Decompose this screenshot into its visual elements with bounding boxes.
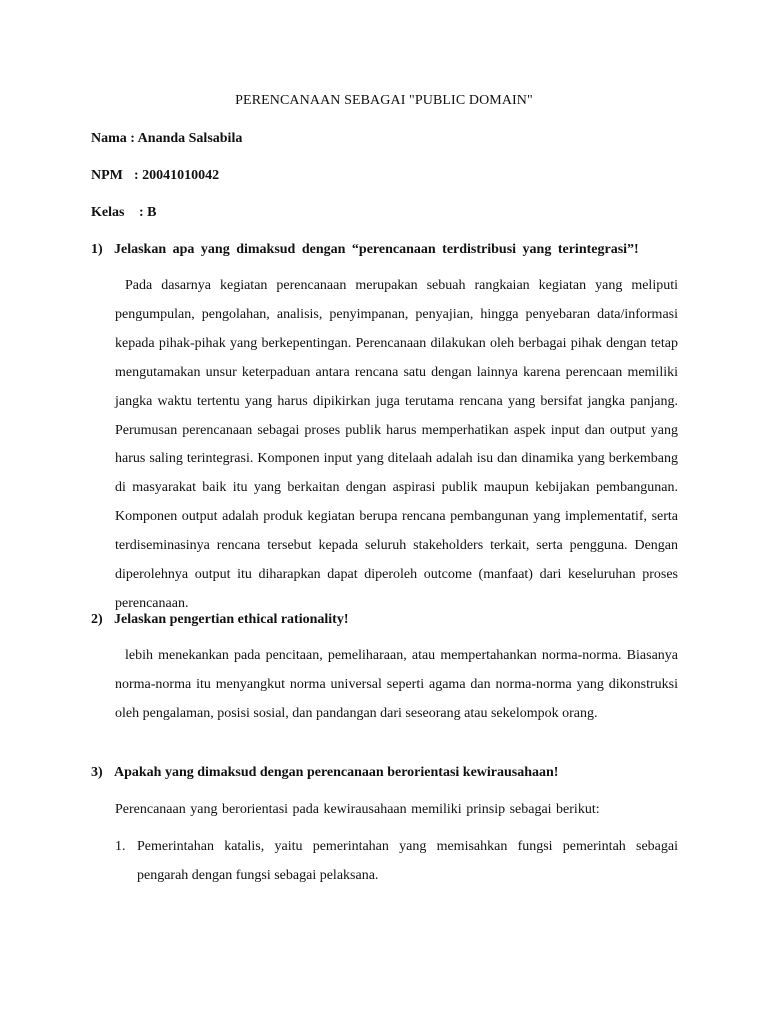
question-2 bbox=[91, 612, 349, 628]
kelas-value: B bbox=[147, 205, 157, 220]
answer-text: Perencanaan yang berorientasi pada kewirausahaan memiliki prinsip sebagai berikut: bbox=[115, 802, 600, 817]
npm-label: NPM bbox=[91, 168, 123, 183]
question-3 bbox=[91, 765, 558, 781]
list-item bbox=[115, 833, 678, 891]
question-number: 1) bbox=[91, 242, 103, 257]
question-1 bbox=[91, 242, 639, 258]
answer-text: Pada dasarnya kegiatan perencanaan merupakan sebuah rangkaian kegiatan yang meliputi pengumpulan, pengolahan, analisis, penyimpanan, penyajian, hingga penyebaran data/informasi kepada pihak-pihak yang berkepentingan. Perencanaan dilakukan oleh berbagai pihak dengan tetap mengutamakan unsur keterpaduan antara rencana satu dengan lainnya karena perencaan memiliki jangka waktu tertentu yang harus dipikirkan juga terutama rencana yang bersifat jangka panjang. Perumusan perencanaan sebagai proses publik harus memperhatikan aspek input dan output yang harus saling terintegrasi. Komponen input yang ditelaah adalah isu dan dinamika yang berkembang di masyarakat baik itu yang berkaitan dengan aspirasi publik maupun kebijakan pembangunan. Komponen output adalah produk kegiatan berupa rencana pembangunan yang implementatif, serta terdiseminasinya rencana tersebut kepada seluruh stakeholders terkait, serta pengguna. Dengan diperolehnya output itu diharapkan dapat diperoleh outcome (manfaat) dari keseluruhan proses perencanaan. bbox=[115, 278, 678, 611]
name-label: Nama bbox=[91, 131, 127, 146]
question-text: Apakah yang dimaksud dengan perencanaan berorientasi kewirausahaan! bbox=[114, 765, 559, 780]
list-item-text: Pemerintahan katalis, yaitu pemerintahan yang memisahkan fungsi pemerintah sebagai pengarah dengan fungsi sebagai pelaksana. bbox=[137, 839, 678, 883]
page-title: PERENCANAAN SEBAGAI "PUBLIC DOMAIN" bbox=[235, 93, 533, 108]
npm-value: 20041010042 bbox=[142, 168, 220, 183]
answer-text: lebih menekankan pada pencitaan, pemeliharaan, atau mempertahankan norma-norma. Biasanya norma-norma itu menyangkut norma universal seperti agama dan norma-norma yang dikonstruksi oleh pengalaman, posisi sosial, dan pandangan dari seseorang atau sekelompok orang. bbox=[115, 648, 678, 721]
answer-3 bbox=[115, 796, 678, 825]
name-value: Ananda Salsabila bbox=[137, 131, 243, 146]
kelas-line: Kelas : B bbox=[91, 205, 157, 220]
npm-line: NPM : 20041010042 bbox=[91, 168, 220, 183]
name-line: Nama : Ananda Salsabila bbox=[91, 131, 243, 146]
answer-1 bbox=[115, 272, 678, 619]
list-item-number: 1. bbox=[115, 839, 126, 854]
question-number: 2) bbox=[91, 612, 103, 627]
answer-2 bbox=[115, 642, 678, 729]
question-number: 3) bbox=[91, 765, 103, 780]
question-text: Jelaskan pengertian ethical rationality! bbox=[114, 612, 349, 627]
kelas-label: Kelas bbox=[91, 205, 125, 220]
question-text: Jelaskan apa yang dimaksud dengan “perencanaan terdistribusi yang terintegrasi”! bbox=[114, 242, 639, 257]
principle-list bbox=[115, 833, 678, 891]
